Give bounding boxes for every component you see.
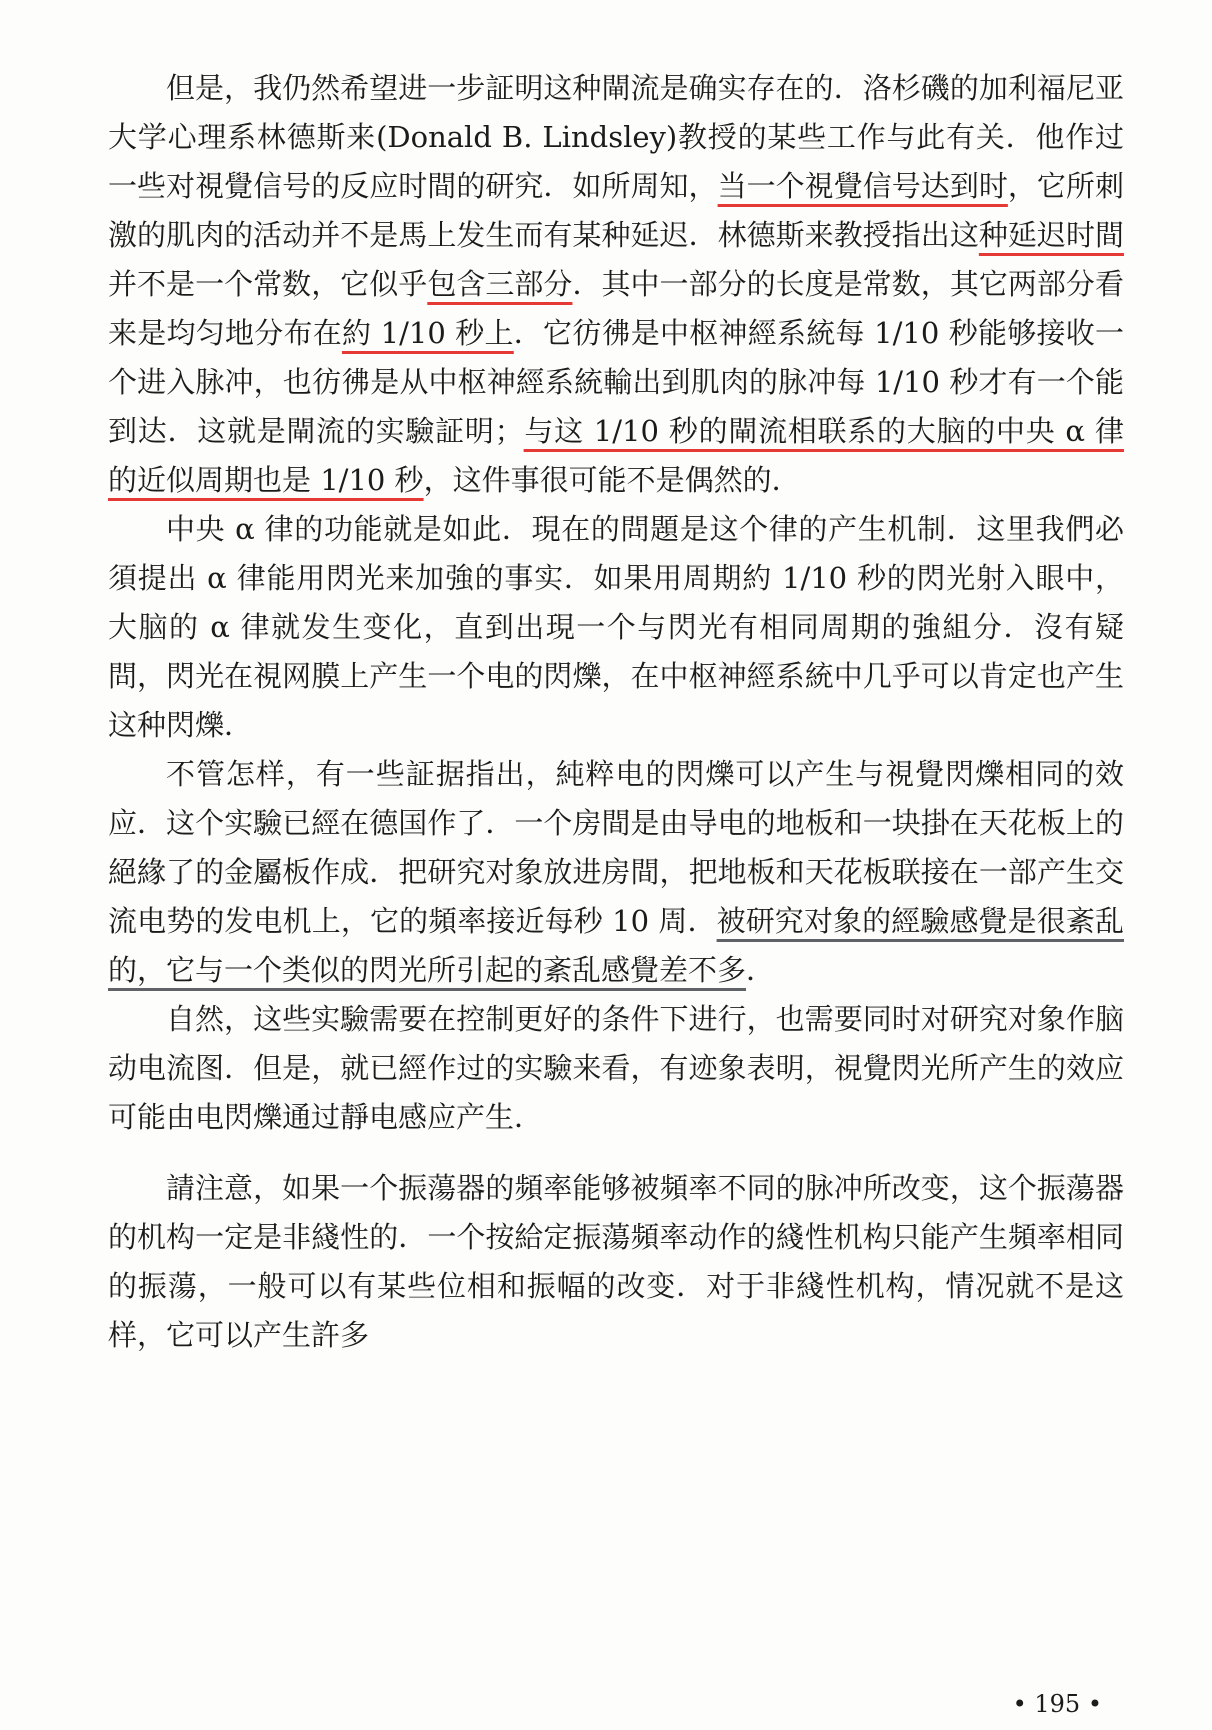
text-run: ． (746, 953, 776, 987)
text-run: 自然，这些实驗需要在控制更好的条件下进行，也需要同时对研究对象作脑动电流图．但是，就已經作过的实驗来看，有迹象表明，視覺閃光所产生的效应可能由电閃爍通过靜电感应产生． (108, 1002, 1124, 1134)
highlighted-text-red: 包含三部分 (427, 267, 573, 301)
text-run: 但是，我仍然希望进一步証明这种閘流是确实存在的．洛杉磯的加利福尼亚大学心理系林德斯来(Donald B. Lindsley)教授的某些工作与此有关．他作过一些对視覺信号的反应时間的研究．如所周知， (108, 71, 1124, 203)
paragraph (108, 505, 1124, 750)
text-run: 中央 α 律的功能就是如此．現在的問題是这个律的产生机制．这里我們必須提出 α 律能用閃光来加強的事实．如果用周期約 1/10 秒的閃光射入眼中，大脑的 α 律就发生变化，直到出現一个与閃光有相同周期的強組分．沒有疑問，閃光在視网膜上产生一个电的閃爍，在中枢神經系統中几乎可以肯定也产生这种閃爍． (108, 512, 1124, 742)
text-run: 并不是一个常数，它似乎 (108, 267, 428, 301)
page-number: • 195 • (1012, 1690, 1102, 1718)
paragraph (108, 1164, 1124, 1360)
paragraph (108, 995, 1124, 1142)
text-run: ．它彷彿是中枢神經系統每 1/10 秒能够接收一个进入脉冲，也彷彿是从中枢神經系統輸出到肌肉的脉冲每 1/10 秒才有一个能到达．这就是閘流的实驗証明； (108, 316, 1124, 448)
highlighted-text-gray: 被研究对象的經驗感覺是很紊乱的，它与一个类似的閃光所引起的紊乱感覺差不多 (108, 904, 1124, 987)
body-text (108, 64, 1124, 1360)
highlighted-text-red: 約 1/10 秒上 (341, 316, 514, 350)
text-run: 不管怎样，有一些証据指出，純粹电的閃爍可以产生与視覺閃爍相同的效应．这个实驗已經在德国作了．一个房間是由导电的地板和一块掛在天花板上的絕緣了的金屬板作成．把研究对象放进房間，把地板和天花板联接在一部产生交流电势的发电机上，它的頻率接近每秒 10 周． (108, 757, 1124, 938)
text-run: ，这件事很可能不是偶然的． (423, 463, 801, 497)
text-run: ．其中一部分的长度是常数，其它两部分看来是均匀地分布在 (108, 267, 1124, 350)
text-run: ，它所刺激的肌肉的活动并不是馬上发生而有某种延迟．林德斯来教授指出这 (108, 169, 1124, 252)
text-run: 請注意，如果一个振蕩器的頻率能够被頻率不同的脉冲所改变，这个振蕩器的机构一定是非綫性的．一个按給定振蕩頻率动作的綫性机构只能产生頻率相同的振蕩，一般可以有某些位相和振幅的改变．对于非綫性机构，情况就不是这样，它可以产生許多 (108, 1171, 1124, 1352)
paragraph (108, 750, 1124, 995)
highlighted-text-red: 与这 1/10 秒的閘流相联系的大脑的中央 α 律的近似周期也是 1/10 秒 (108, 414, 1124, 497)
highlighted-text-red: 种延迟时間 (978, 218, 1124, 252)
paragraph (108, 64, 1124, 505)
highlighted-text-red: 当一个視覺信号达到时 (717, 169, 1008, 203)
